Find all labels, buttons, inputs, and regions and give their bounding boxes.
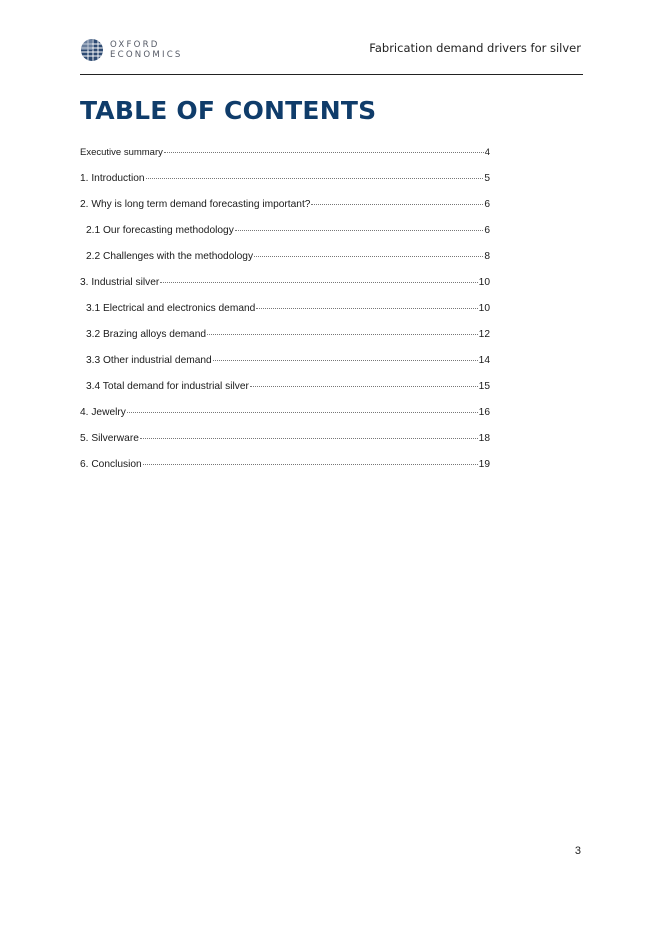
toc-entry-label[interactable]: 2.1 Our forecasting methodology xyxy=(86,225,234,236)
toc-entry-label[interactable]: 3. Industrial silver xyxy=(80,277,160,288)
toc-dot-leader xyxy=(250,386,478,387)
toc-entry-label[interactable]: 3.3 Other industrial demand xyxy=(86,355,212,366)
toc-entry-page[interactable]: 6 xyxy=(484,199,490,210)
toc-dot-leader xyxy=(207,334,478,335)
toc-entry[interactable] xyxy=(80,458,490,484)
toc-entry[interactable] xyxy=(80,406,490,432)
toc-entry[interactable] xyxy=(80,172,490,198)
toc-entry-label[interactable]: 1. Introduction xyxy=(80,173,145,184)
toc-entry-label[interactable]: 2. Why is long term demand forecasting important? xyxy=(80,199,311,210)
toc-entry-label[interactable]: Executive summary xyxy=(80,147,163,158)
toc-dot-leader xyxy=(140,438,478,439)
toc-dot-leader xyxy=(256,308,477,309)
logo-line-economics: ECONOMICS xyxy=(110,50,183,60)
toc-dot-leader xyxy=(160,282,477,283)
toc-dot-leader xyxy=(127,412,478,413)
toc-entry[interactable] xyxy=(80,224,490,250)
toc-entry-page[interactable]: 8 xyxy=(484,251,490,262)
toc-entry-page[interactable]: 12 xyxy=(478,329,490,340)
logo-line-oxford: OXFORD xyxy=(110,39,160,50)
toc-entry[interactable] xyxy=(80,276,490,302)
toc-entry-label[interactable]: 6. Conclusion xyxy=(80,459,142,470)
toc-entry-page[interactable]: 15 xyxy=(478,381,490,392)
document-header-title: Fabrication demand drivers for silver xyxy=(369,41,581,55)
toc-dot-leader xyxy=(311,204,483,205)
toc-entry-page[interactable]: 6 xyxy=(484,225,490,236)
toc-entry[interactable] xyxy=(80,380,490,406)
toc-dot-leader xyxy=(213,360,478,361)
page-title: TABLE OF CONTENTS xyxy=(80,96,377,125)
toc-entry[interactable] xyxy=(80,328,490,354)
toc-entry[interactable] xyxy=(80,146,490,172)
toc-dot-leader xyxy=(146,178,484,179)
toc-dot-leader xyxy=(254,256,483,257)
toc-entry[interactable] xyxy=(80,354,490,380)
toc-entry[interactable] xyxy=(80,198,490,224)
toc-entry[interactable] xyxy=(80,302,490,328)
toc-entry-page[interactable]: 16 xyxy=(478,407,490,418)
globe-logo-icon xyxy=(80,38,104,62)
toc-entry-page[interactable]: 14 xyxy=(478,355,490,366)
header-divider xyxy=(80,74,583,75)
toc-entry-label[interactable]: 3.4 Total demand for industrial silver xyxy=(86,381,249,392)
toc-entry-label[interactable]: 2.2 Challenges with the methodology xyxy=(86,251,254,262)
toc-dot-leader xyxy=(235,230,484,231)
toc-entry-page[interactable]: 18 xyxy=(478,433,490,444)
toc-entry-page[interactable]: 19 xyxy=(478,459,490,470)
toc-entry-page[interactable]: 4 xyxy=(484,147,490,158)
toc-entry-label[interactable]: 3.2 Brazing alloys demand xyxy=(86,329,207,340)
toc-entry-page[interactable]: 10 xyxy=(478,303,490,314)
oxford-economics-logo xyxy=(80,38,183,62)
toc-entry-label[interactable]: 4. Jewelry xyxy=(80,407,126,418)
table-of-contents xyxy=(80,146,490,484)
toc-dot-leader xyxy=(143,464,478,465)
toc-entry-label[interactable]: 5. Silverware xyxy=(80,433,139,444)
page-number: 3 xyxy=(574,845,581,857)
toc-entry-label[interactable]: 3.1 Electrical and electronics demand xyxy=(86,303,256,314)
toc-dot-leader xyxy=(164,152,484,153)
toc-entry-page[interactable]: 5 xyxy=(484,173,490,184)
toc-entry[interactable] xyxy=(80,432,490,458)
toc-entry-page[interactable]: 10 xyxy=(478,277,490,288)
toc-entry[interactable] xyxy=(80,250,490,276)
